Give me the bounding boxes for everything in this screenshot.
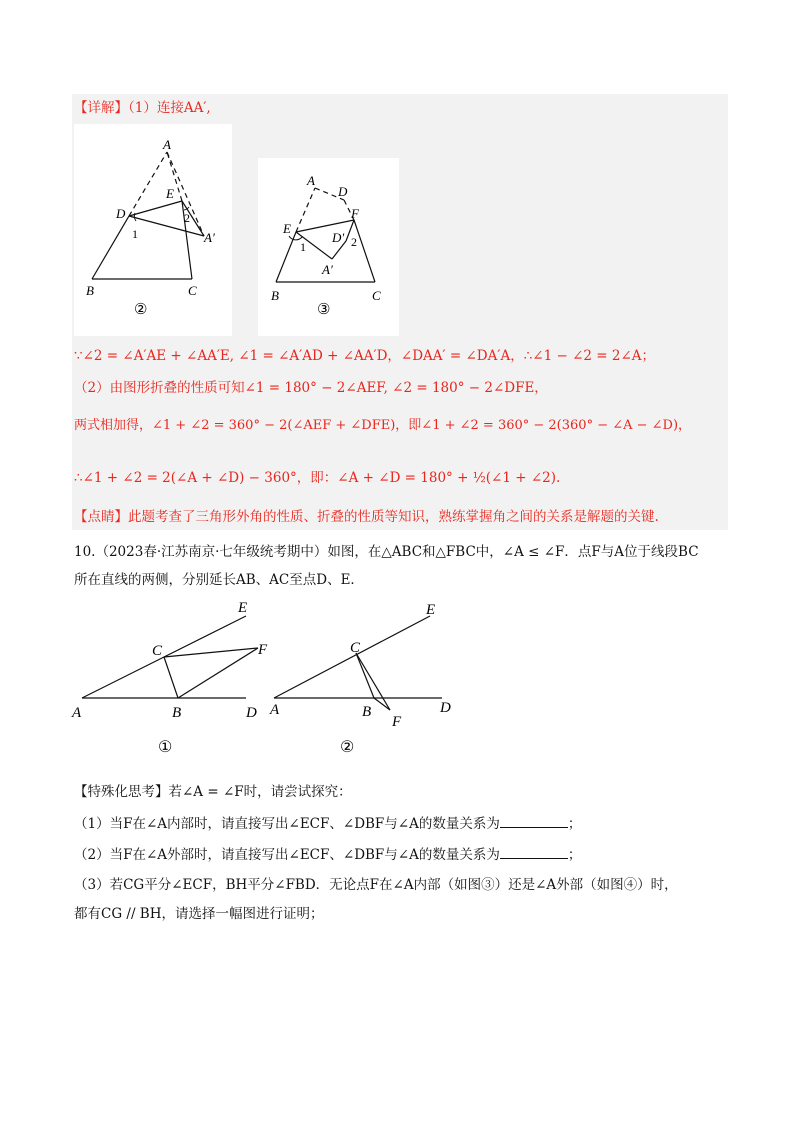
segment-CB	[164, 657, 178, 698]
answer-blank-2[interactable]	[500, 844, 568, 859]
solution-figure-2	[74, 124, 232, 336]
label-2: 2	[184, 211, 190, 225]
figure-caption: ②	[134, 302, 148, 318]
label-F: F	[258, 642, 268, 658]
question-3: （3）若CG平分∠ECF，BH平分∠FBD．无论点F在∠A内部（如图③）还是∠A外部（如图④）时，	[74, 877, 678, 893]
solution-figure-3	[258, 158, 399, 336]
label-E: E	[426, 602, 436, 618]
label-C: C	[350, 640, 361, 656]
label-A-prime: A′	[204, 230, 215, 245]
problem-line-1: 10.（2023春·江苏南京·七年级统考期中）如图，在△ABC和△FBC中，∠A ≤ ∠F．点F与A位于线段BC	[74, 544, 699, 560]
figure-caption: ①	[158, 739, 173, 756]
question-4: 都有CG // BH，请选择一幅图进行证明；	[74, 906, 324, 922]
label-B: B	[362, 704, 372, 720]
edge-BD	[92, 216, 129, 279]
folded-triangle-figure	[74, 124, 232, 336]
label-1: 1	[300, 240, 306, 254]
label-E: E	[238, 600, 248, 616]
label-D: D	[338, 184, 348, 199]
triangle-outside-figure	[266, 600, 480, 760]
ray-AE	[274, 616, 430, 698]
label-E: E	[166, 186, 174, 201]
edge-CF	[354, 220, 375, 282]
question-1-end: ；	[567, 816, 582, 832]
question-2-text: （2）当F在∠A外部时，请直接写出∠ECF、∠DBF与∠A的数量关系为	[74, 847, 500, 863]
solution-line-2: ∵∠2 = ∠A′AE + ∠AA′E, ∠1 = ∠A′AD + ∠AA′D，∠DAA′ = ∠DA′A，∴∠1 − ∠2 = 2∠A；	[74, 348, 656, 364]
label-B: B	[271, 288, 279, 303]
label-A: A	[270, 702, 280, 718]
figure-caption: ②	[340, 739, 355, 756]
problem-figure-2	[266, 600, 480, 760]
problem-line-2: 所在直线的两侧，分别延长AB、AC至点D、E．	[74, 572, 364, 588]
folded-quadrilateral-figure	[258, 158, 399, 336]
label-C: C	[372, 288, 381, 303]
label-A-prime: A′	[322, 262, 333, 277]
question-1-text: （1）当F在∠A内部时，请直接写出∠ECF、∠DBF与∠A的数量关系为	[74, 816, 500, 832]
segment-BF	[374, 698, 390, 710]
label-D: D	[116, 206, 126, 221]
question-2	[74, 844, 581, 865]
triangle-inside-figure	[68, 600, 278, 760]
label-1: 1	[132, 227, 138, 241]
crease-DE	[129, 201, 182, 216]
label-B: B	[86, 283, 94, 298]
solution-comment: 【点睛】此题考查了三角形外角的性质、折叠的性质等知识，熟练掌握角之间的关系是解题的关键.	[74, 509, 659, 525]
label-D: D	[246, 705, 257, 721]
label-D: D	[440, 700, 451, 716]
label-A: A	[72, 705, 82, 721]
dashed-EA	[296, 188, 315, 232]
label-A: A	[163, 137, 171, 152]
label-C: C	[188, 283, 197, 298]
label-D-prime: D′	[332, 230, 345, 245]
figure-caption: ③	[317, 302, 331, 318]
question-1	[74, 813, 581, 834]
question-2-end: ；	[567, 847, 582, 863]
solution-line-1: 【详解】（1）连接AA′,	[74, 100, 211, 116]
label-F: F	[392, 714, 402, 730]
label-E: E	[283, 221, 291, 236]
segment-BF	[178, 648, 258, 698]
question-heading: 【特殊化思考】若∠A = ∠F时，请尝试探究：	[74, 784, 352, 800]
answer-blank-1[interactable]	[500, 813, 568, 828]
segment-CF	[356, 653, 390, 710]
segment-CB	[356, 653, 374, 698]
solution-line-4: 两式相加得，∠1 + ∠2 = 360° − 2(∠AEF + ∠DFE)，即∠1 + ∠2 = 360° − 2(360° − ∠A − ∠D)，	[74, 418, 692, 433]
label-2: 2	[351, 235, 357, 249]
label-C: C	[152, 643, 163, 659]
label-A: A	[307, 173, 315, 188]
crease-EF	[296, 220, 354, 232]
label-F: F	[351, 206, 359, 221]
label-B: B	[172, 705, 182, 721]
problem-figure-1	[68, 600, 278, 760]
solution-line-3: （2）由图形折叠的性质可知∠1 = 180° − 2∠AEF, ∠2 = 180° − 2∠DFE，	[74, 380, 548, 396]
solution-line-5: ∴∠1 + ∠2 = 2(∠A + ∠D) − 360°，即：∠A + ∠D = 180° + ½(∠1 + ∠2).	[74, 470, 561, 486]
